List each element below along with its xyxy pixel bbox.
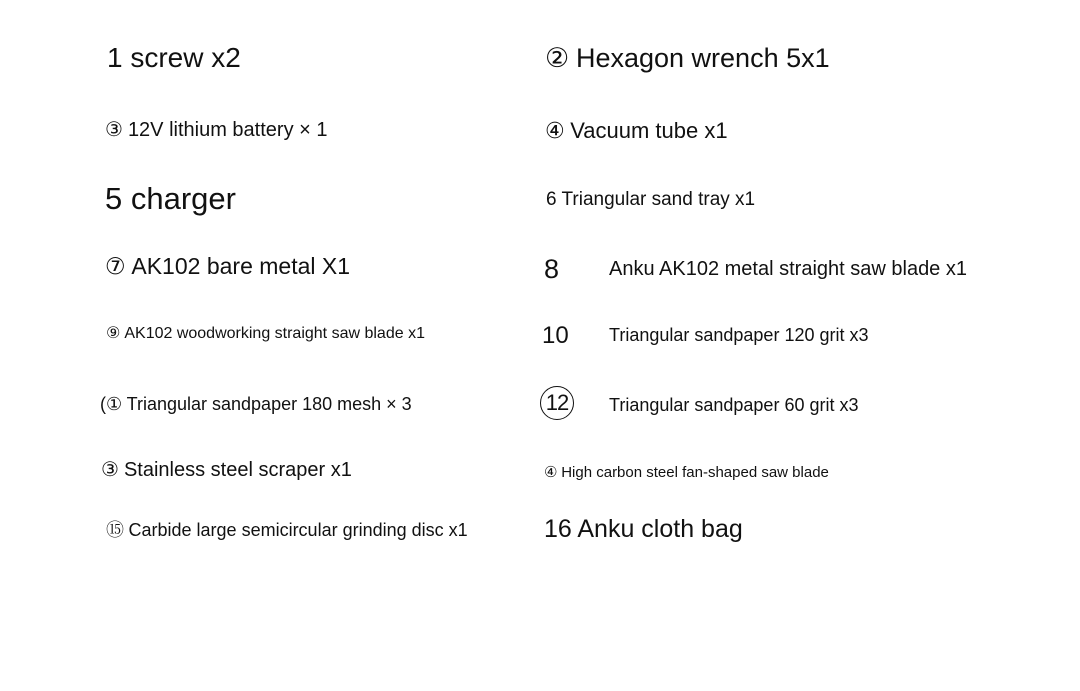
- item-marker: ③: [101, 459, 119, 481]
- list-item-14: [544, 465, 829, 480]
- item-marker: ③: [105, 119, 123, 141]
- item-text: 5 charger: [105, 181, 236, 216]
- item-text: 1 screw x2: [107, 42, 241, 73]
- item-text: 16 Anku cloth bag: [544, 515, 743, 543]
- item-marker: ②: [545, 43, 570, 73]
- list-item-4: [545, 120, 728, 142]
- item-text: 6 Triangular sand tray x1: [546, 189, 756, 210]
- list-item-8: [609, 259, 967, 279]
- list-item-13: [101, 460, 352, 480]
- item-marker: ⑨: [106, 325, 121, 342]
- list-item-7: [105, 255, 350, 278]
- list-item-2: [545, 45, 830, 72]
- list-item-9: [106, 326, 425, 342]
- item-marker: (①: [100, 394, 123, 414]
- item-marker: ⑮: [106, 520, 124, 540]
- item-12-marker: 12: [540, 386, 574, 420]
- item-marker: ④: [544, 464, 558, 481]
- list-item-10: [609, 326, 869, 344]
- list-item-15: [106, 521, 468, 539]
- list-item-5: [105, 183, 236, 214]
- item-text: High carbon steel fan-shaped saw blade: [561, 464, 829, 481]
- item-text: Vacuum tube x1: [570, 118, 728, 143]
- item-marker: ④: [545, 118, 565, 143]
- list-item-3: [105, 120, 328, 140]
- list-item-11: [100, 395, 412, 413]
- item-8-marker: 8: [544, 254, 560, 284]
- item-text: AK102 woodworking straight saw blade x1: [124, 325, 425, 342]
- list-item-1: [107, 44, 241, 72]
- list-item-6: [546, 190, 755, 209]
- item-text: Carbide large semicircular grinding disc x1: [128, 520, 468, 540]
- item-text: Hexagon wrench 5x1: [575, 43, 830, 73]
- list-item-12: [609, 396, 858, 414]
- item-text: Triangular sandpaper 180 mesh × 3: [126, 394, 412, 414]
- item-text: 12V lithium battery × 1: [127, 119, 328, 141]
- item-text: Triangular sandpaper 60 grit x3: [609, 395, 859, 415]
- item-text: Anku AK102 metal straight saw blade x1: [609, 258, 967, 280]
- list-item-16: [544, 517, 743, 542]
- item-text: Triangular sandpaper 120 grit x3: [609, 325, 869, 345]
- item-text: AK102 bare metal X1: [131, 253, 351, 279]
- item-10-marker: 10: [542, 322, 569, 349]
- item-text: Stainless steel scraper x1: [123, 459, 352, 481]
- item-marker: ⑦: [105, 253, 126, 279]
